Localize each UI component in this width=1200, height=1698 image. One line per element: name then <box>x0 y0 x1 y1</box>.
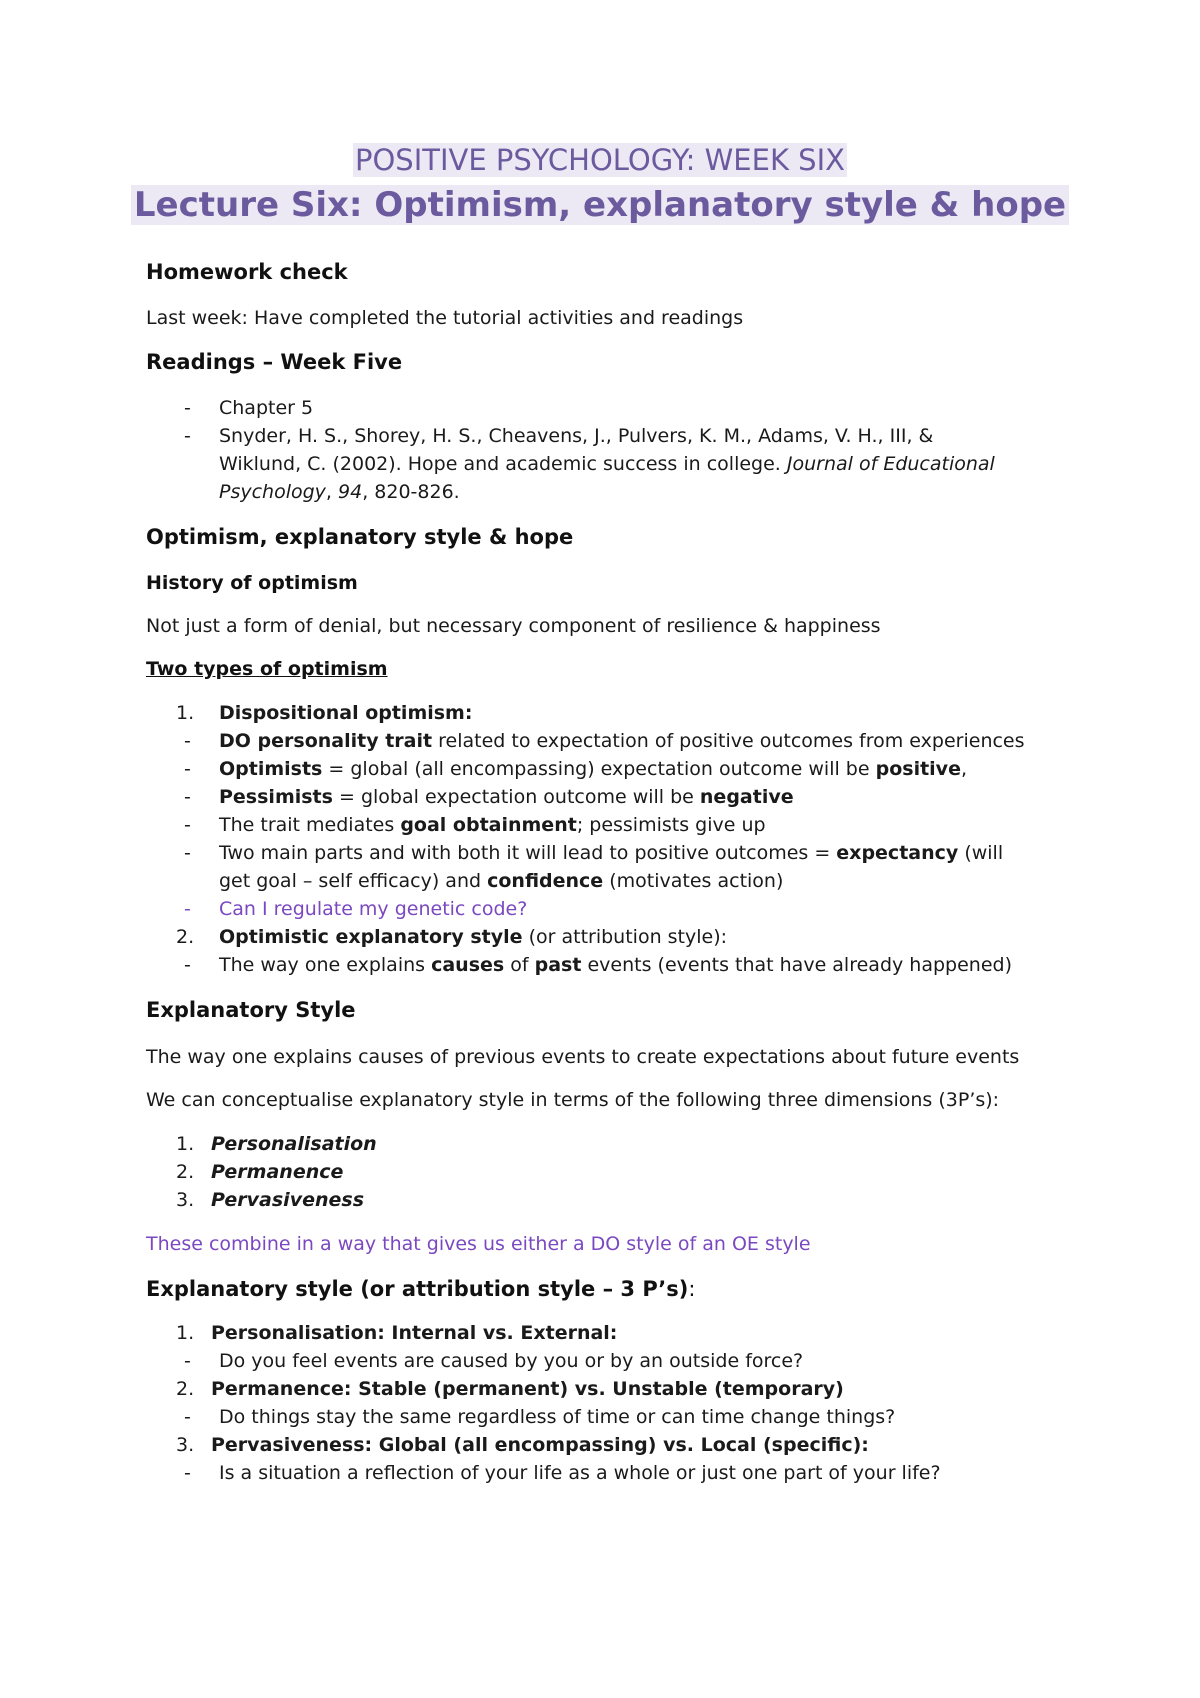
reading-ref-line3: Psychology, 94, 820-826. <box>219 481 460 503</box>
list-dash: - <box>184 397 191 419</box>
list-dash: - <box>184 842 191 864</box>
list-dash: - <box>184 954 191 976</box>
list-number: 1. <box>176 1322 195 1344</box>
readings-heading: Readings – Week Five <box>146 350 403 374</box>
list-number: 2. <box>176 1161 195 1183</box>
types-heading: Two types of optimism <box>146 658 388 680</box>
reading-ref-line1: Snyder, H. S., Shorey, H. S., Cheavens, J., Pulvers, K. M., Adams, V. H., III, & <box>219 425 934 447</box>
explanatory-p2: We can conceptualise explanatory style in terms of the following three dimensions (3P’s): <box>146 1089 1000 1111</box>
explanatory-note: These combine in a way that gives us either a DO style of an OE style <box>146 1233 811 1255</box>
dimension-pervasiveness: Pervasiveness <box>211 1189 365 1211</box>
list-dash: - <box>184 758 191 780</box>
type1-label: Dispositional optimism: <box>219 702 473 724</box>
attribution-question-2: Do things stay the same regardless of time or can time change things? <box>219 1406 896 1428</box>
list-number: 2. <box>176 926 195 948</box>
attribution-heading: Explanatory style (or attribution style – 3 P’s): <box>146 1277 696 1301</box>
list-dash: - <box>184 814 191 836</box>
attribution-item-3: Pervasiveness: Global (all encompassing) vs. Local (specific): <box>211 1434 869 1456</box>
type2-label: Optimistic explanatory style (or attribution style): <box>219 926 728 948</box>
history-heading: History of optimism <box>146 572 358 594</box>
optimism-heading: Optimism, explanatory style & hope <box>146 525 574 549</box>
list-dash: - <box>184 898 191 920</box>
dimension-personalisation: Personalisation <box>211 1133 377 1155</box>
explanatory-p1: The way one explains causes of previous events to create expectations about future events <box>146 1046 1020 1068</box>
attribution-item-2: Permanence: Stable (permanent) vs. Unstable (temporary) <box>211 1378 844 1400</box>
attribution-question-3: Is a situation a reflection of your life as a whole or just one part of your life? <box>219 1462 941 1484</box>
list-dash: - <box>184 1406 191 1428</box>
course-title: POSITIVE PSYCHOLOGY: WEEK SIX <box>354 143 846 177</box>
bullet-pessimists: Pessimists = global expectation outcome will be negative <box>219 786 794 808</box>
list-number: 2. <box>176 1378 195 1400</box>
attribution-question-1: Do you feel events are caused by you or by an outside force? <box>219 1350 804 1372</box>
bullet-two-parts: Two main parts and with both it will lead to positive outcomes = expectancy (will <box>219 842 1004 864</box>
bullet-do-trait: DO personality trait related to expectation of positive outcomes from experiences <box>219 730 1025 752</box>
bullet-goal-obtainment: The trait mediates goal obtainment; pessimists give up <box>219 814 766 836</box>
list-number: 1. <box>176 1133 195 1155</box>
lecture-title: Lecture Six: Optimism, explanatory style & hope <box>0 185 1200 225</box>
bullet-genetic-code: Can I regulate my genetic code? <box>219 898 528 920</box>
dimension-permanence: Permanence <box>211 1161 344 1183</box>
list-dash: - <box>184 786 191 808</box>
list-number: 3. <box>176 1189 195 1211</box>
homework-heading: Homework check <box>146 260 348 284</box>
list-dash: - <box>184 1462 191 1484</box>
attribution-item-1: Personalisation: Internal vs. External: <box>211 1322 618 1344</box>
reading-chapter: Chapter 5 <box>219 397 314 419</box>
history-text: Not just a form of denial, but necessary component of resilience & happiness <box>146 615 881 637</box>
list-number: 1. <box>176 702 195 724</box>
explanatory-heading: Explanatory Style <box>146 998 356 1022</box>
bullet-past-events: The way one explains causes of past events (events that have already happened) <box>219 954 1012 976</box>
list-dash: - <box>184 1350 191 1372</box>
bullet-optimists: Optimists = global (all encompassing) expectation outcome will be positive, <box>219 758 967 780</box>
list-dash: - <box>184 425 191 447</box>
list-dash: - <box>184 730 191 752</box>
homework-text: Last week: Have completed the tutorial activities and readings <box>146 307 744 329</box>
bullet-two-parts-cont: get goal – self efficacy) and confidence (motivates action) <box>219 870 784 892</box>
reading-ref-line2: Wiklund, C. (2002). Hope and academic success in college. Journal of Educational <box>219 453 995 475</box>
list-number: 3. <box>176 1434 195 1456</box>
